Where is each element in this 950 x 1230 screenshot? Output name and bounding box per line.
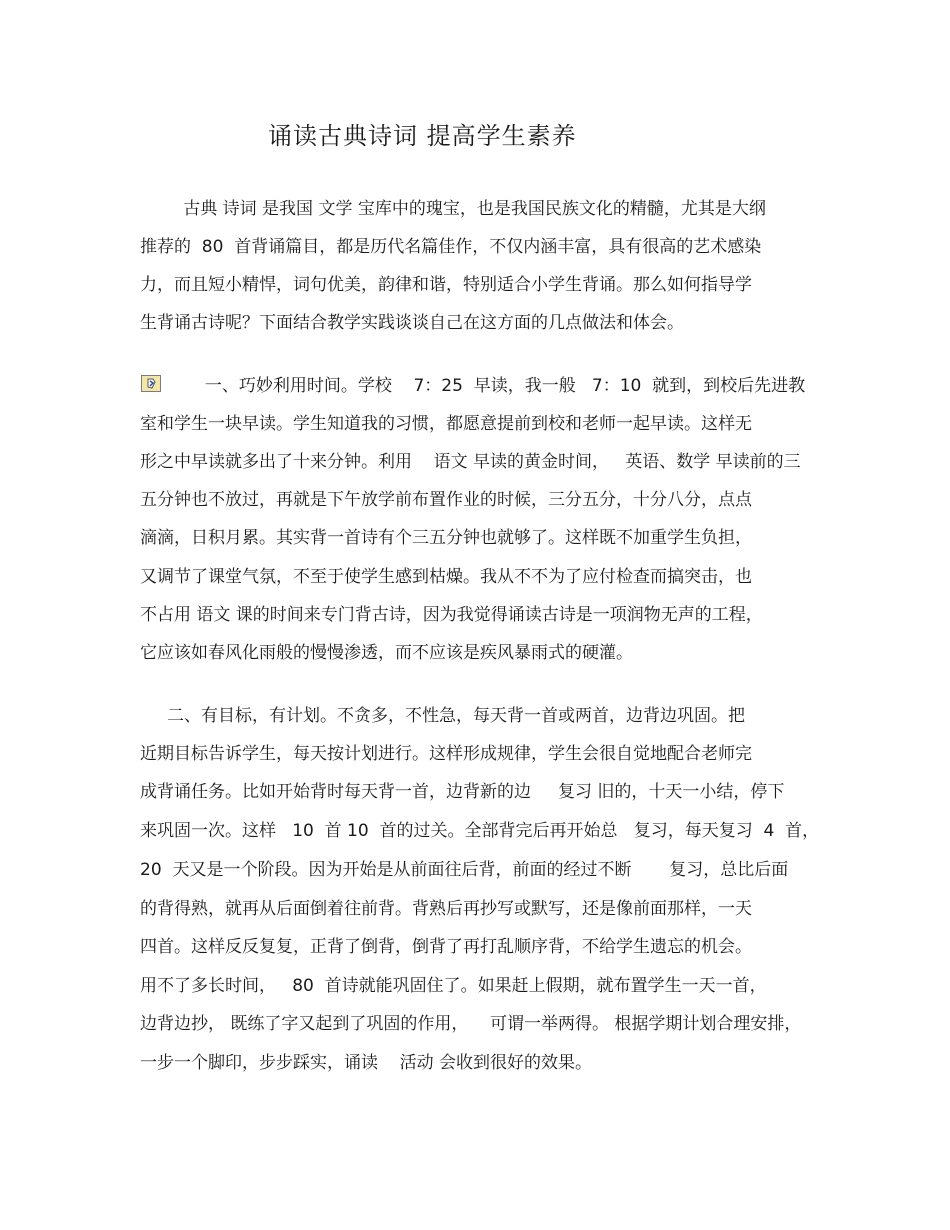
paragraph-3-line-10: 一步一个脚印，步步踩实，诵读 活动 会收到很好的效果。 [140, 1053, 593, 1073]
document-title: 诵读古典诗词 提高学生素养 [268, 122, 577, 150]
paragraph-2-line-5: 滴滴，日积月累。其实背一首诗有个三五分钟也就够了。这样既不加重学生负担， [140, 528, 752, 548]
paragraph-2-line-1: 一、巧妙利用时间。学校 7：25 早读，我一般 7：10 就到，到校后先进教 [140, 376, 806, 396]
paragraph-3-line-9: 边背边抄， 既练了字又起到了巩固的作用， 可谓一举两得。 根据学期计划合理安排， [140, 1014, 802, 1034]
paragraph-1-line-4: 生背诵古诗呢？下面结合教学实践谈谈自己在这方面的几点做法和体会。 [140, 313, 684, 333]
paragraph-2-line-7: 不占用 语文 课的时间来专门背古诗，因为我觉得诵读古诗是一项润物无声的工程， [140, 605, 763, 625]
paragraph-3-line-8: 用不了多长时间， 80 首诗就能巩固住了。如果赶上假期，就布置学生一天一首， [140, 976, 767, 996]
paragraph-3-line-1: 二、有目标，有计划。不贪多，不性急，每天背一首或两首，边背边巩固。把 [140, 706, 746, 726]
paragraph-2-line-6: 又调节了课堂气氛，不至于使学生感到枯燥。我从不不为了应付检查而搞突击，也 [140, 567, 752, 587]
paragraph-1-line-2: 推荐的 80 首背诵篇目，都是历代名篇佳作，不仅内涵丰富，具有很高的艺术感染 [140, 237, 762, 257]
paragraph-1-line-3: 力，而且短小精悍，词句优美，韵律和谐，特别适合小学生背诵。那么如何指导学 [140, 275, 752, 295]
paragraph-2-line-8: 它应该如春风化雨般的慢慢渗透，而不应该是疾风暴雨式的硬灌。 [140, 643, 633, 663]
paragraph-2-line-4: 五分钟也不放过，再就是下午放学前布置作业的时候，三分五分，十分八分，点点 [140, 490, 752, 510]
paragraph-3-line-5: 20 天又是一个阶段。因为开始是从前面往后背，前面的经过不断 复习，总比后面 [140, 860, 789, 880]
paragraph-3-line-6: 的背得熟，就再从后面倒着往前背。背熟后再抄写或默写，还是像前面那样，一天 [140, 899, 752, 919]
paragraph-2-line-3: 形之中早读就多出了十来分钟。利用 语文 早读的黄金时间， 英语、数学 早读前的三 [140, 452, 801, 472]
paragraph-3-line-4: 来巩固一次。这样 10 首 10 首的过关。全部背完后再开始总 复习，每天复习 4 首， [140, 821, 820, 841]
paragraph-3-line-3: 成背诵任务。比如开始背时每天背一首，边背新的边 复习 旧的，十天一小结，停下 [140, 782, 785, 802]
paragraph-3-line-7: 四首。这样反反复复，正背了倒背，倒背了再打乱顺序背，不给学生遗忘的机会。 [140, 937, 752, 957]
paragraph-1-line-1: 古典 诗词 是我国 文学 宝库中的瑰宝，也是我国民族文化的精髓，尤其是大纲 [140, 199, 766, 219]
paragraph-2-line-2: 室和学生一块早读。学生知道我的习惯，都愿意提前到校和老师一起早读。这样无 [140, 414, 752, 434]
paragraph-3-line-2: 近期目标告诉学生，每天按计划进行。这样形成规律，学生会很自觉地配合老师完 [140, 744, 752, 764]
